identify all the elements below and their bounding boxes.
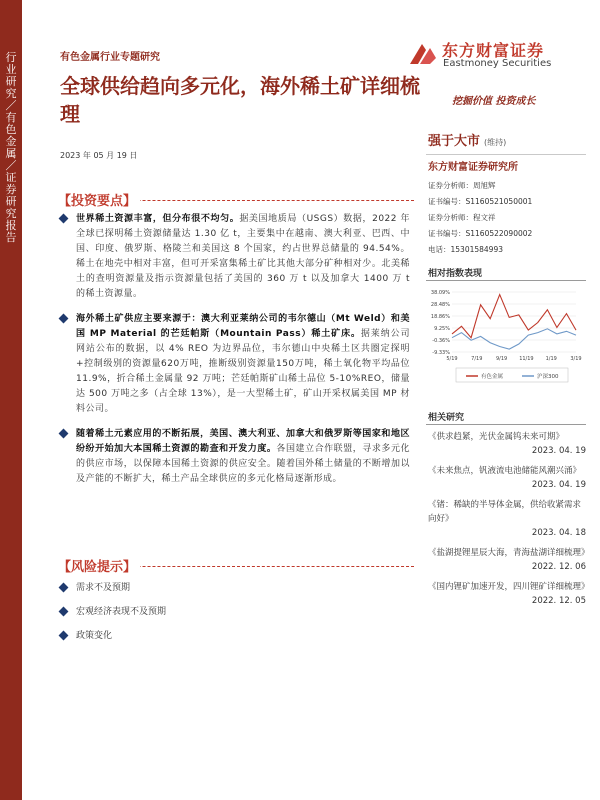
chart-xtick-label: 3/19 [570,356,582,362]
point-lead: 世界稀土资源丰富，但分布很不均匀。 [76,214,240,224]
research-institute: 东方财富证券研究所 [428,162,518,173]
point-body: 据莱纳公司网站公布的数据，以 4% REO 为边界品位，韦尔德山中央稀土区共圈定探明+控制级别的资源量620万吨，推断级别资源量150万吨，稀土氧化物平均品位 11.9%，折合稀土金属量 92 万吨；芒廷帕斯矿山稀土品位 5-10%REO，储量达 500 万吨之多（占全球 13%），是一大型稀土矿，矿山开采权属美国 MP 材料公司。 [76,329,410,414]
analyst-line: 证券分析师：程文祥 [428,213,496,222]
company-slogan: 挖掘价值 投资成长 [452,96,536,107]
logo-name-en: Eastmoney Securities [443,58,552,69]
related-date: 2023. 04. 19 [531,480,586,490]
logo-name-cn: 东方财富证券 [442,41,545,60]
analyst-line: 证券分析师：周旭辉 [428,181,496,190]
chart-xtick-label: 9/19 [495,356,508,362]
bullet-diamond-icon [59,607,69,617]
relative-index-chart [426,286,586,386]
related-title[interactable]: 《盐湖提锂星辰大海，青海盐湖详细梳理》 [428,548,590,558]
risk-item: 政策变化 [58,630,410,642]
analyst-info [428,178,532,258]
related-date: 2023. 04. 18 [531,528,586,538]
related-item[interactable] [428,546,590,574]
related-heading: 相关研究 [428,413,465,423]
point-body: 各国建立合作联盟，寻求多元化的供应市场，以保障本国稀土资源的供应安全。随着国外稀土储量的不断增加以及产能的不断扩大，稀土产品全球供应的多元化格局逐渐形成。 [76,444,410,484]
company-logo [406,36,576,76]
chart-legend-label: 有色金属 [481,374,504,380]
report-date: 2023 年 05 月 19 日 [60,151,138,160]
rating [428,130,506,149]
related-item[interactable] [428,498,586,540]
bullet-diamond-icon [59,631,69,641]
rating-divider [426,154,586,155]
chart-ytick-label: 9.25% [434,326,450,332]
chart-ytick-label: 18.86% [430,314,450,320]
risk-heading: 【风险提示】 [58,556,140,575]
risk-item: 宏观经济表现不及预期 [58,606,410,618]
chart-xtick-label: 1/19 [545,356,557,362]
rating-label: 强于大市 [428,134,481,149]
related-divider [426,424,586,425]
chart-series-line [452,329,576,349]
chart-xtick-label: 7/19 [471,356,483,362]
rating-note: (维持) [484,138,507,147]
point-lead: 海外稀土矿供应主要来源于：澳大利亚莱纳公司的韦尔德山（Mt Weld）和美国 MP Material 的芒廷帕斯（Mountain Pass）稀土矿床。 [76,314,410,339]
left-side-band [0,0,22,800]
chart-legend-label: 沪深300 [537,374,559,380]
bullet-diamond-icon [59,214,69,224]
risk-list [58,582,410,654]
bullet-diamond-icon [59,429,69,439]
point-body: 据美国地质局（USGS）数据，2022 年全球已探明稀土资源储量达 1.30 亿 t，主要集中在越南、澳大利亚、巴西、中国、印度、俄罗斯、格陵兰和美国这 8 个国家，约占世界总储量的 94.54%。稀土在地壳中相对丰富，但可开采富集稀土矿比其他大部分矿种相对少。北美稀土的查明资源量及指示资源量包括了美国的 360 万 t 以及加拿大 1400 万 t 的稀土资源量。 [76,214,410,299]
investment-point [58,427,410,487]
investment-heading: 【投资要点】 [58,190,140,209]
risk-item: 需求不及预期 [58,582,410,594]
chart-xtick-label: 5/19 [446,356,458,362]
related-date: 2023. 04. 19 [531,446,586,456]
analyst-line: 电话：15301584993 [428,245,503,254]
investment-points [58,212,410,497]
side-category-text: 行 业 研 究 ／ 有 色 金 属 ／ 证 券 研 究 报 告 [5,51,17,244]
point-lead: 随着稀土元素应用的不断拓展，美国、澳大利亚、加拿大和俄罗斯等国家和地区纷纷开始加大本国稀土资源的勘查和开发力度。 [76,429,410,454]
chart-ytick-label: -0.36% [432,338,450,344]
related-item[interactable] [428,464,586,492]
related-research-list [428,430,590,614]
bullet-diamond-icon [59,314,69,324]
analyst-line: 证书编号：S1160522090002 [428,229,533,238]
investment-point [58,212,410,302]
logo-mark-icon [406,38,440,70]
chart-ytick-label: -9.33% [432,350,450,356]
related-title[interactable]: 《锗：稀缺的半导体金属，供给收紧需求向好》 [428,500,582,524]
index-heading: 相对指数表现 [428,269,483,279]
related-title[interactable]: 《未来焦点，钒液流电池储能风潮兴涌》 [428,466,582,476]
related-date: 2022. 12. 05 [531,596,586,606]
related-date: 2022. 12. 06 [531,562,586,572]
index-divider [426,280,586,281]
related-title[interactable]: 《国内锂矿加速开发，四川锂矿详细梳理》 [428,582,590,592]
investment-section-header [58,190,414,210]
chart-xtick-label: 11/19 [519,356,534,362]
report-category: 有色金属行业专题研究 [60,52,160,63]
related-title[interactable]: 《供求趋紧，光伏金属钨未来可期》 [428,432,565,442]
bullet-diamond-icon [59,583,69,593]
related-item[interactable] [428,430,586,458]
report-title: 全球供给趋向多元化，海外稀土矿详细梳理 [60,74,420,126]
chart-ytick-label: 38.09% [430,290,450,296]
related-item[interactable] [428,580,590,608]
risk-section-header [58,556,414,576]
investment-point [58,312,410,417]
chart-ytick-label: 28.48% [430,302,450,308]
analyst-line: 证书编号：S1160521050001 [428,197,533,206]
